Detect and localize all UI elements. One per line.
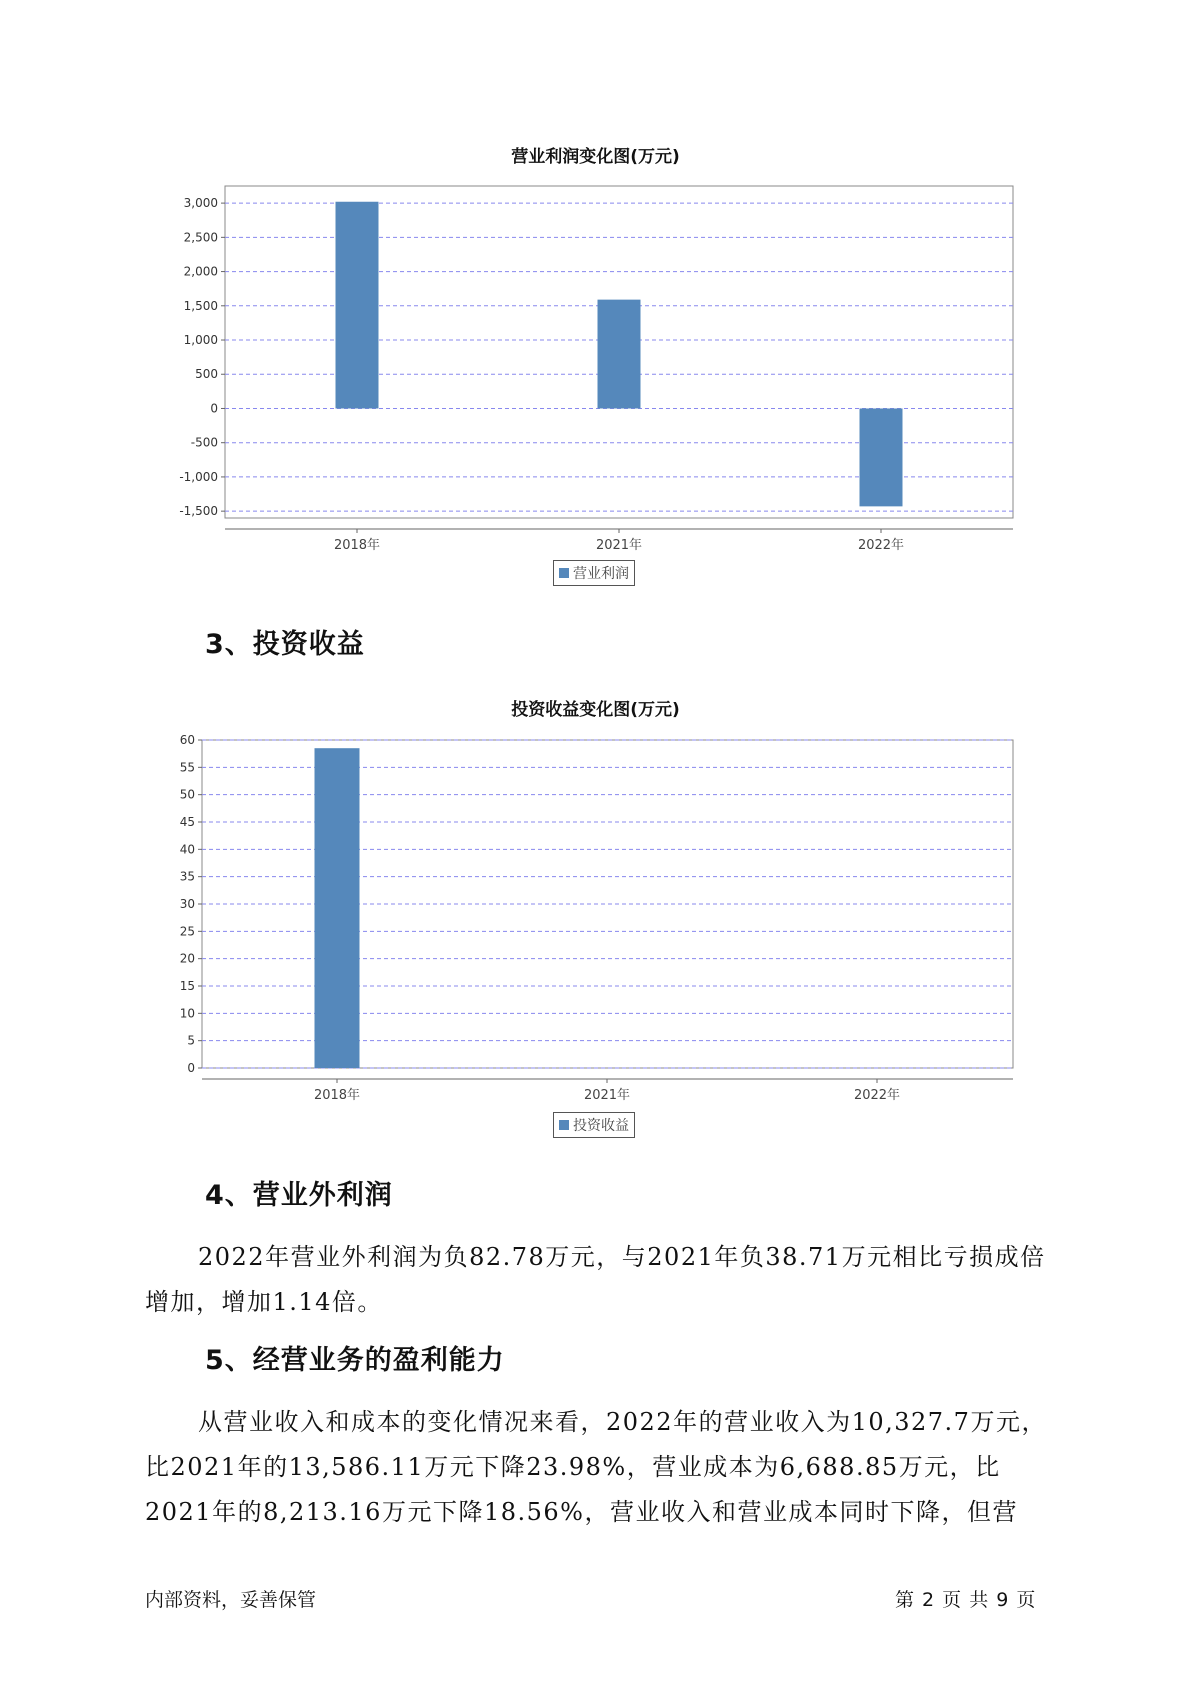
footer-confidential-note: 内部资料，妥善保管 xyxy=(145,1589,317,1611)
x-tick-label: 2018年 xyxy=(313,1088,361,1103)
chart2-legend xyxy=(553,1112,635,1138)
y-tick-label: 3,000 xyxy=(183,196,218,211)
y-tick-label: 1,000 xyxy=(183,333,218,348)
y-tick-label: 0 xyxy=(187,1061,195,1075)
y-tick-label: -1,000 xyxy=(179,469,218,484)
y-tick-label: 10 xyxy=(179,1006,195,1021)
y-tick-label: 60 xyxy=(179,733,195,747)
chart2-title: 投资收益变化图(万元) xyxy=(511,700,680,720)
y-tick-label: 2,500 xyxy=(183,230,218,245)
paragraph-text: 从营业收入和成本的变化情况来看，2022年的营业收入为10,327.7万元，比2021年的13,586.11万元下降23.98%，营业成本为6,688.85万元，比2021年的8,213.16万元下降18.56%，营业收入和营业成本同时下降，但营 xyxy=(145,1408,1047,1526)
y-tick-label: 0 xyxy=(210,401,218,416)
x-tick-label: 2022年 xyxy=(857,538,905,553)
y-tick-label: 55 xyxy=(179,760,195,775)
y-tick-label: 40 xyxy=(179,842,195,857)
y-tick-label: -1,500 xyxy=(179,504,218,519)
y-tick-label: 2,000 xyxy=(183,264,218,279)
section-heading-profitability: 5、经营业务的盈利能力 xyxy=(205,1345,505,1376)
section-heading-investment-income: 3、投资收益 xyxy=(205,629,365,660)
section-heading-non-operating-profit: 4、营业外利润 xyxy=(205,1180,393,1211)
legend-swatch xyxy=(559,1120,569,1130)
y-tick-label: 20 xyxy=(179,951,195,966)
paragraph-non-operating-profit xyxy=(145,1235,1050,1325)
y-tick-label: 50 xyxy=(179,787,195,802)
y-tick-label: 15 xyxy=(179,979,195,993)
x-tick-label: 2021年 xyxy=(595,538,643,553)
x-tick-label: 2022年 xyxy=(853,1088,901,1103)
y-tick-label: 25 xyxy=(179,924,195,939)
footer-page-number: 第 2 页 共 9 页 xyxy=(895,1589,1037,1611)
legend-label: 营业利润 xyxy=(573,566,629,582)
y-tick-label: 45 xyxy=(179,815,195,829)
x-tick-label: 2021年 xyxy=(583,1088,631,1103)
x-tick-label: 2018年 xyxy=(333,538,381,553)
y-tick-label: 1,500 xyxy=(183,298,218,313)
paragraph-profitability xyxy=(145,1400,1050,1535)
y-tick-label: 500 xyxy=(195,367,218,382)
y-tick-label: 5 xyxy=(187,1033,195,1048)
bar-2018年 xyxy=(315,748,360,1068)
y-tick-label: 30 xyxy=(179,897,195,911)
chart1-title: 营业利润变化图(万元) xyxy=(511,147,680,167)
y-tick-label: 35 xyxy=(179,869,195,884)
legend-label: 投资收益 xyxy=(573,1118,629,1134)
paragraph-text: 2022年营业外利润为负82.78万元，与2021年负38.71万元相比亏损成倍增加，增加1.14倍。 xyxy=(145,1243,1046,1316)
y-tick-label: -500 xyxy=(190,435,218,450)
